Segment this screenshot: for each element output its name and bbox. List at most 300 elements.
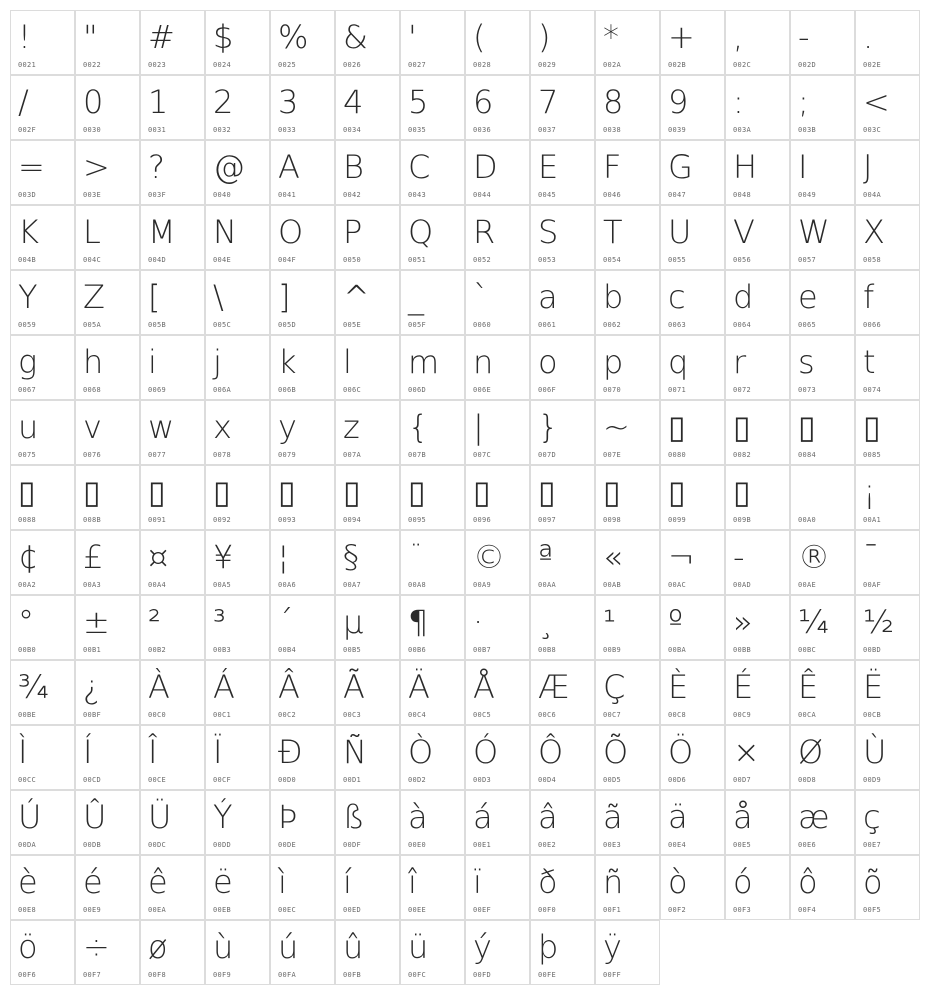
glyph-codepoint-label: 00B9 (603, 646, 622, 654)
glyph-character: ý (473, 928, 492, 966)
glyph-character: % (278, 18, 309, 56)
glyph-codepoint-label: 0075 (18, 451, 37, 459)
glyph-codepoint-label: 006E (473, 386, 492, 394)
glyph-codepoint-label: 00E1 (473, 841, 492, 849)
glyph-cell (725, 465, 790, 530)
glyph-character: K (18, 213, 39, 251)
glyph-codepoint-label: 002B (668, 61, 687, 69)
glyph-codepoint-label: 00C1 (213, 711, 232, 719)
glyph-codepoint-label: 006A (213, 386, 232, 394)
glyph-character: · (473, 603, 484, 641)
glyph-cell (400, 10, 465, 75)
glyph-cell (855, 335, 920, 400)
glyph-codepoint-label: 00C0 (148, 711, 167, 719)
glyph-codepoint-label: 00E7 (863, 841, 882, 849)
glyph-codepoint-label: 002F (18, 126, 37, 134)
glyph-codepoint-label: 00F8 (148, 971, 167, 979)
glyph-character: 7 (538, 83, 559, 121)
glyph-codepoint-label: 0035 (408, 126, 427, 134)
glyph-codepoint-label: 0052 (473, 256, 492, 264)
glyph-cell (10, 270, 75, 335)
glyph-character: Å (473, 668, 495, 706)
glyph-character: 4 (343, 83, 364, 121)
glyph-character: × (733, 733, 760, 771)
glyph-codepoint-label: 0041 (278, 191, 297, 199)
glyph-codepoint-label: 00D3 (473, 776, 492, 784)
glyph-cell (10, 595, 75, 660)
glyph-cell (400, 920, 465, 985)
glyph-codepoint-label: 00E8 (18, 906, 37, 914)
glyph-cell (10, 75, 75, 140)
glyph-character: f (863, 278, 875, 316)
glyph-codepoint-label: 005E (343, 321, 362, 329)
glyph-character: p (603, 343, 624, 381)
glyph-character: V (733, 213, 755, 251)
glyph-codepoint-label: 004A (863, 191, 882, 199)
glyph-cell (10, 660, 75, 725)
glyph-cell (205, 10, 270, 75)
glyph-character: T (603, 213, 623, 251)
glyph-cell (335, 140, 400, 205)
glyph-cell (10, 205, 75, 270)
glyph-character: 9 (668, 83, 689, 121)
glyph-codepoint-label: 00B0 (18, 646, 37, 654)
glyph-codepoint-label: 0024 (213, 61, 232, 69)
glyph-codepoint-label: 0056 (733, 256, 752, 264)
glyph-cell (530, 790, 595, 855)
glyph-character: Ç (603, 668, 626, 706)
glyph-cell (10, 140, 75, 205)
glyph-codepoint-label: 00D4 (538, 776, 557, 784)
glyph-cell (465, 270, 530, 335)
glyph-cell (595, 335, 660, 400)
glyph-character: X (863, 213, 885, 251)
glyph-character: b (603, 278, 624, 316)
glyph-cell (660, 400, 725, 465)
glyph-codepoint-label: 00BD (863, 646, 882, 654)
glyph-cell (660, 75, 725, 140)
glyph-cell (855, 790, 920, 855)
glyph-codepoint-label: 00A5 (213, 581, 232, 589)
glyph-codepoint-label: 0091 (148, 516, 167, 524)
glyph-codepoint-label: 003F (148, 191, 167, 199)
glyph-codepoint-label: 0025 (278, 61, 297, 69)
glyph-cell (75, 400, 140, 465)
glyph-character: » (733, 603, 753, 641)
glyph-character: - (733, 538, 745, 576)
glyph-cell (465, 530, 530, 595)
glyph-cell (790, 400, 855, 465)
glyph-cell (10, 335, 75, 400)
glyph-cell (270, 270, 335, 335)
glyph-codepoint-label: 0064 (733, 321, 752, 329)
glyph-codepoint-label: 005F (408, 321, 427, 329)
glyph-character: / (18, 83, 29, 121)
glyph-character: ) (538, 18, 551, 56)
glyph-cell (530, 270, 595, 335)
glyph-codepoint-label: 0099 (668, 516, 687, 524)
glyph-codepoint-label: 005D (278, 321, 297, 329)
glyph-cell (10, 920, 75, 985)
glyph-codepoint-label: 0037 (538, 126, 557, 134)
glyph-cell (205, 530, 270, 595)
glyph-character: 3 (278, 83, 299, 121)
glyph-codepoint-label: 003E (83, 191, 102, 199)
glyph-cell (530, 660, 595, 725)
glyph-cell (660, 855, 725, 920)
glyph-character: n (473, 343, 494, 381)
glyph-cell (335, 75, 400, 140)
glyph-cell (140, 75, 205, 140)
glyph-codepoint-label: 00D6 (668, 776, 687, 784)
glyph-character: ó (733, 863, 753, 901)
glyph-codepoint-label: 00FD (473, 971, 492, 979)
glyph-character: ð (538, 863, 558, 901)
glyph-codepoint-label: 004D (148, 256, 167, 264)
glyph-character: Ì (18, 733, 28, 771)
glyph-codepoint-label: 0093 (278, 516, 297, 524)
glyph-character: e (798, 278, 818, 316)
glyph-cell (400, 465, 465, 530)
glyph-codepoint-label: 00B6 (408, 646, 427, 654)
glyph-codepoint-label: 003B (798, 126, 817, 134)
glyph-cell (400, 855, 465, 920)
glyph-character: ▯ (733, 408, 751, 446)
glyph-character: A (278, 148, 300, 186)
glyph-codepoint-label: 0088 (18, 516, 37, 524)
glyph-character: Z (83, 278, 105, 316)
glyph-cell (75, 10, 140, 75)
glyph-cell (855, 10, 920, 75)
glyph-codepoint-label: 00B8 (538, 646, 557, 654)
glyph-codepoint-label: 0045 (538, 191, 557, 199)
glyph-character: ½ (863, 603, 895, 641)
glyph-character: Ù (863, 733, 887, 771)
glyph-codepoint-label: 0076 (83, 451, 102, 459)
glyph-codepoint-label: 00B1 (83, 646, 102, 654)
glyph-character: 1 (148, 83, 169, 121)
glyph-cell (465, 920, 530, 985)
glyph-character: ▯ (733, 473, 751, 511)
glyph-codepoint-label: 00DD (213, 841, 232, 849)
glyph-cell (270, 660, 335, 725)
glyph-codepoint-label: 002D (798, 61, 817, 69)
glyph-character: ¿ (83, 668, 101, 706)
glyph-character: @ (213, 148, 245, 186)
glyph-character: d (733, 278, 754, 316)
glyph-codepoint-label: 0092 (213, 516, 232, 524)
glyph-codepoint-label: 00F6 (18, 971, 37, 979)
glyph-character: ¯ (863, 538, 879, 576)
glyph-cell (465, 790, 530, 855)
glyph-codepoint-label: 0079 (278, 451, 297, 459)
glyph-cell (725, 400, 790, 465)
glyph-character: ¾ (18, 668, 50, 706)
glyph-cell (530, 855, 595, 920)
glyph-character: ▯ (213, 473, 231, 511)
glyph-codepoint-label: 00C9 (733, 711, 752, 719)
glyph-character: û (343, 928, 364, 966)
glyph-codepoint-label: 0022 (83, 61, 102, 69)
glyph-character: Ñ (343, 733, 367, 771)
glyph-cell (725, 10, 790, 75)
glyph-cell (335, 270, 400, 335)
glyph-codepoint-label: 00CD (83, 776, 102, 784)
glyph-character: À (148, 668, 170, 706)
glyph-character: q (668, 343, 689, 381)
glyph-codepoint-label: 00E6 (798, 841, 817, 849)
glyph-character: | (473, 408, 484, 446)
glyph-cell (465, 75, 530, 140)
glyph-codepoint-label: 003A (733, 126, 752, 134)
glyph-codepoint-label: 00FF (603, 971, 622, 979)
glyph-codepoint-label: 007D (538, 451, 557, 459)
glyph-character: z (343, 408, 360, 446)
glyph-character: ] (278, 278, 291, 316)
glyph-character: â (538, 798, 558, 836)
glyph-codepoint-label: 00A3 (83, 581, 102, 589)
glyph-cell (530, 920, 595, 985)
glyph-character: 8 (603, 83, 624, 121)
glyph-cell (530, 335, 595, 400)
glyph-cell (660, 660, 725, 725)
glyph-codepoint-label: 005C (213, 321, 232, 329)
glyph-cell (790, 530, 855, 595)
glyph-cell (530, 725, 595, 790)
glyph-codepoint-label: 00C2 (278, 711, 297, 719)
glyph-codepoint-label: 0023 (148, 61, 167, 69)
glyph-codepoint-label: 00CE (148, 776, 167, 784)
glyph-character: ê (148, 863, 168, 901)
glyph-cell (790, 10, 855, 75)
glyph-cell (530, 400, 595, 465)
glyph-character: £ (83, 538, 104, 576)
glyph-codepoint-label: 00C8 (668, 711, 687, 719)
glyph-character: Ý (213, 798, 233, 836)
glyph-character: G (668, 148, 693, 186)
glyph-cell (205, 725, 270, 790)
glyph-cell (465, 660, 530, 725)
glyph-cell (855, 595, 920, 660)
glyph-cell (530, 530, 595, 595)
glyph-codepoint-label: 0040 (213, 191, 232, 199)
glyph-character: { (408, 408, 429, 446)
glyph-codepoint-label: 0057 (798, 256, 817, 264)
glyph-character: [ (148, 278, 161, 316)
glyph-codepoint-label: 00DC (148, 841, 167, 849)
glyph-cell (270, 725, 335, 790)
glyph-character: Đ (278, 733, 303, 771)
glyph-codepoint-label: 003D (18, 191, 37, 199)
glyph-cell (660, 790, 725, 855)
glyph-cell (530, 595, 595, 660)
glyph-cell (465, 465, 530, 530)
glyph-cell (270, 920, 335, 985)
glyph-character: ▯ (148, 473, 166, 511)
glyph-cell (10, 465, 75, 530)
glyph-character: Õ (603, 733, 629, 771)
glyph-codepoint-label: 00AF (863, 581, 882, 589)
glyph-character: I (798, 148, 808, 186)
glyph-cell (595, 140, 660, 205)
glyph-codepoint-label: 00C4 (408, 711, 427, 719)
glyph-codepoint-label: 0049 (798, 191, 817, 199)
glyph-character: w (148, 408, 175, 446)
glyph-character: ▯ (473, 473, 491, 511)
glyph-codepoint-label: 00B2 (148, 646, 167, 654)
glyph-cell (595, 855, 660, 920)
glyph-codepoint-label: 0028 (473, 61, 492, 69)
glyph-cell (465, 725, 530, 790)
glyph-cell (595, 270, 660, 335)
glyph-character: Ô (538, 733, 564, 771)
glyph-character: ± (83, 603, 110, 641)
glyph-codepoint-label: 00D0 (278, 776, 297, 784)
glyph-cell (660, 140, 725, 205)
glyph-character: Ø (798, 733, 824, 771)
glyph-character: ë (213, 863, 233, 901)
glyph-cell (205, 400, 270, 465)
glyph-character: ÿ (603, 928, 622, 966)
glyph-character: ▯ (343, 473, 361, 511)
glyph-codepoint-label: 0094 (343, 516, 362, 524)
glyph-codepoint-label: 0038 (603, 126, 622, 134)
glyph-codepoint-label: 00D7 (733, 776, 752, 784)
glyph-codepoint-label: 00A6 (278, 581, 297, 589)
glyph-cell (10, 790, 75, 855)
glyph-character: ` (473, 278, 489, 316)
glyph-codepoint-label: 00D1 (343, 776, 362, 784)
glyph-codepoint-label: 0029 (538, 61, 557, 69)
glyph-character: J (863, 148, 873, 186)
glyph-codepoint-label: 00CA (798, 711, 817, 719)
glyph-codepoint-label: 0044 (473, 191, 492, 199)
glyph-codepoint-label: 0047 (668, 191, 687, 199)
glyph-codepoint-label: 002A (603, 61, 622, 69)
glyph-codepoint-label: 0072 (733, 386, 752, 394)
glyph-character: i (148, 343, 157, 381)
glyph-codepoint-label: 0059 (18, 321, 37, 329)
glyph-character: > (83, 148, 110, 186)
glyph-character: õ (863, 863, 883, 901)
glyph-character: W (798, 213, 830, 251)
glyph-cell (270, 10, 335, 75)
glyph-codepoint-label: 00FE (538, 971, 557, 979)
glyph-codepoint-label: 007E (603, 451, 622, 459)
glyph-codepoint-label: 00BF (83, 711, 102, 719)
glyph-character: m (408, 343, 440, 381)
glyph-character: 0 (83, 83, 104, 121)
glyph-codepoint-label: 00D9 (863, 776, 882, 784)
glyph-cell (400, 270, 465, 335)
glyph-cell (400, 400, 465, 465)
glyph-cell (270, 790, 335, 855)
glyph-character: ( (473, 18, 486, 56)
glyph-cell (660, 270, 725, 335)
glyph-character: ? (148, 148, 165, 186)
glyph-cell (270, 530, 335, 595)
glyph-codepoint-label: 00F2 (668, 906, 687, 914)
glyph-character: å (733, 798, 753, 836)
glyph-codepoint-label: 002C (733, 61, 752, 69)
glyph-character: ò (668, 863, 688, 901)
glyph-cell (855, 855, 920, 920)
glyph-character: } (538, 408, 559, 446)
glyph-cell (75, 530, 140, 595)
glyph-character: Q (408, 213, 434, 251)
glyph-codepoint-label: 0080 (668, 451, 687, 459)
glyph-character: ü (408, 928, 429, 966)
glyph-cell (75, 725, 140, 790)
glyph-codepoint-label: 00A1 (863, 516, 882, 524)
glyph-character: Y (18, 278, 38, 316)
glyph-character: r (733, 343, 747, 381)
glyph-cell (465, 855, 530, 920)
glyph-cell (400, 725, 465, 790)
glyph-character: á (473, 798, 493, 836)
glyph-cell (465, 400, 530, 465)
glyph-codepoint-label: 00D2 (408, 776, 427, 784)
glyph-character: í (343, 863, 352, 901)
glyph-cell (335, 855, 400, 920)
glyph-cell (790, 595, 855, 660)
glyph-cell (335, 205, 400, 270)
glyph-character: ³ (213, 603, 226, 641)
glyph-codepoint-label: 009B (733, 516, 752, 524)
glyph-codepoint-label: 00AA (538, 581, 557, 589)
glyph-codepoint-label: 00F0 (538, 906, 557, 914)
glyph-character: S (538, 213, 559, 251)
glyph-cell (790, 140, 855, 205)
glyph-character: u (18, 408, 39, 446)
glyph-codepoint-label: 00DF (343, 841, 362, 849)
glyph-cell (205, 595, 270, 660)
glyph-codepoint-label: 0043 (408, 191, 427, 199)
glyph-cell (335, 660, 400, 725)
glyph-cell (140, 400, 205, 465)
glyph-character: C (408, 148, 431, 186)
glyph-character: L (83, 213, 101, 251)
glyph-character: È (668, 668, 689, 706)
glyph-codepoint-label: 0067 (18, 386, 37, 394)
glyph-codepoint-label: 00E0 (408, 841, 427, 849)
glyph-cell (75, 270, 140, 335)
glyph-cell (725, 140, 790, 205)
glyph-codepoint-label: 00C5 (473, 711, 492, 719)
glyph-codepoint-label: 00F4 (798, 906, 817, 914)
glyph-cell (335, 335, 400, 400)
glyph-cell (205, 660, 270, 725)
glyph-cell (140, 335, 205, 400)
glyph-cell (855, 270, 920, 335)
glyph-character: N (213, 213, 237, 251)
glyph-codepoint-label: 0050 (343, 256, 362, 264)
glyph-character: ¢ (18, 538, 39, 576)
glyph-cell (270, 335, 335, 400)
glyph-cell (140, 725, 205, 790)
glyph-codepoint-label: 00B5 (343, 646, 362, 654)
glyph-character: g (18, 343, 38, 381)
glyph-cell (725, 270, 790, 335)
glyph-cell (790, 270, 855, 335)
glyph-cell (530, 465, 595, 530)
glyph-codepoint-label: 00CF (213, 776, 232, 784)
glyph-character: ñ (603, 863, 624, 901)
glyph-cell (855, 725, 920, 790)
glyph-codepoint-label: 00A4 (148, 581, 167, 589)
glyph-cell (660, 530, 725, 595)
glyph-character: H (733, 148, 758, 186)
